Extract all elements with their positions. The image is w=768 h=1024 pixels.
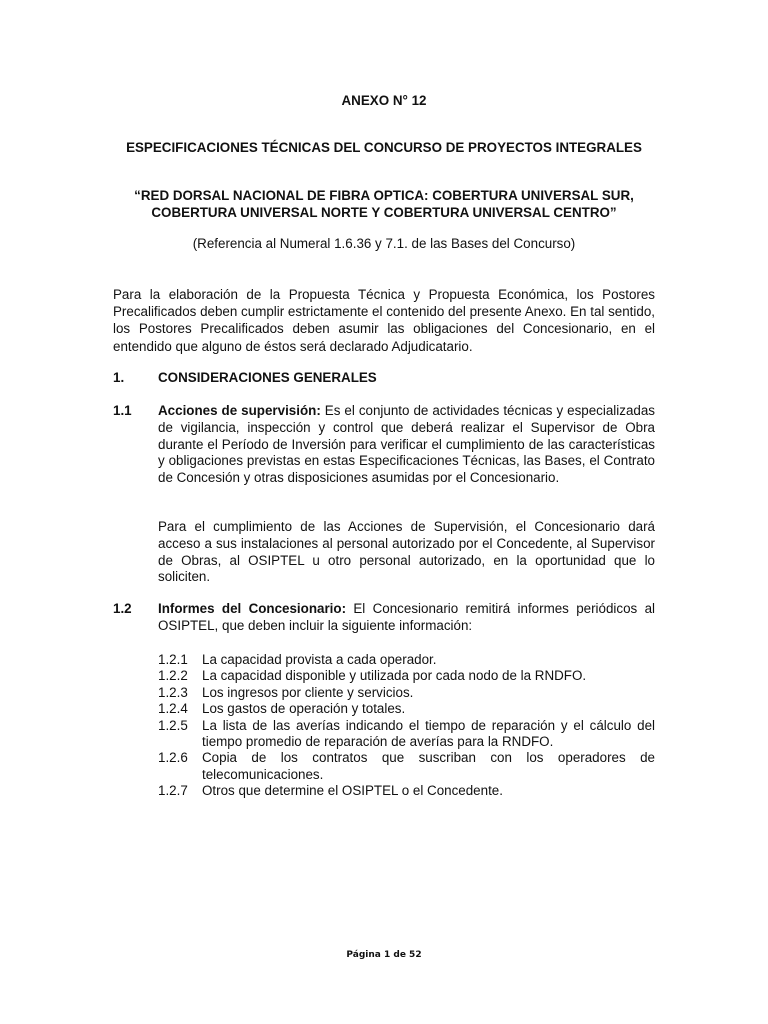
- item-body: [158, 601, 655, 635]
- list-item-text: La capacidad provista a cada operador.: [202, 652, 437, 667]
- list-item: [158, 718, 655, 751]
- spec-title: ESPECIFICACIONES TÉCNICAS DEL CONCURSO DE PROYECTOS INTEGRALES: [126, 140, 642, 155]
- item-heading: Acciones de supervisión:: [158, 403, 321, 418]
- project-title: [0, 187, 768, 221]
- subitem-list: [158, 652, 655, 800]
- page-number: Página 1 de 52: [346, 950, 422, 960]
- section-title: CONSIDERACIONES GENERALES: [158, 370, 377, 385]
- list-item-text: Copia de los contratos que suscriban con los operadores de telecomunicaciones.: [202, 750, 655, 782]
- list-item: [158, 652, 655, 668]
- item-heading: Informes del Concesionario:: [158, 601, 347, 616]
- annex-title: ANEXO N° 12: [341, 93, 427, 108]
- intro-paragraph: Para la elaboración de la Propuesta Técnica y Propuesta Económica, los Postores Precalificados deben cumplir estrictamente el contenido del presente Anexo. En tal sentido, los Postores Precalificados deben asumir las obligaciones del Concesionario, en el entendido que alguno de éstos será declarado Adjudicatario.: [113, 287, 655, 354]
- list-item-text: La capacidad disponible y utilizada por cada nodo de la RNDFO.: [202, 668, 587, 684]
- list-item-number: 1.2.5: [158, 717, 188, 733]
- list-item-number: 1.2.7: [158, 783, 188, 799]
- reference-note: (Referencia al Numeral 1.6.36 y 7.1. de las Bases del Concurso): [192, 236, 576, 251]
- item-number: 1.1: [113, 403, 132, 418]
- list-item: [158, 750, 655, 783]
- list-item-text: Los gastos de operación y totales.: [202, 701, 406, 717]
- list-item-number: 1.2.1: [158, 652, 188, 667]
- list-item: [158, 668, 655, 684]
- list-item-number: 1.2.4: [158, 701, 188, 717]
- section-number: 1.: [113, 370, 125, 385]
- list-item-number: 1.2.3: [158, 684, 188, 700]
- item-number: 1.2: [113, 601, 132, 616]
- list-item-number: 1.2.2: [158, 668, 188, 684]
- list-item-number: 1.2.6: [158, 750, 188, 766]
- list-item-text: Otros que determine el OSIPTEL o el Concedente.: [202, 783, 503, 799]
- list-item-text: Los ingresos por cliente y servicios.: [202, 684, 414, 700]
- item-paragraph-2: Para el cumplimiento de las Acciones de Supervisión, el Concesionario dará acceso a sus instalaciones al personal autorizado por el Concedente, al Supervisor de Obras, al OSIPTEL u otro personal autorizado, en la oportunidad que lo soliciten.: [158, 519, 655, 585]
- list-item: [158, 701, 655, 717]
- section-heading: [113, 370, 655, 385]
- list-item: [158, 783, 655, 799]
- list-item: [158, 685, 655, 701]
- list-item-text: La lista de las averías indicando el tiempo de reparación y el cálculo del tiempo promedio de reparación de averías para la RNDFO.: [202, 717, 655, 750]
- item-text: Es el conjunto de actividades técnicas y especializadas de vigilancia, inspección y control que deberá realizar el Supervisor de Obra durante el Período de Inversión para verificar el cumplimiento de las características y obligaciones previstas en estas Especificaciones Técnicas, las Bases, el Contrato de Concesión y otras disposiciones asumidas por el Concesionario.: [158, 403, 655, 486]
- item-text: El Concesionario remitirá informes periódicos al OSIPTEL, que deben incluir la siguiente información:: [158, 601, 655, 633]
- item-body: [158, 403, 655, 487]
- project-title-line2: COBERTURA UNIVERSAL NORTE Y COBERTURA UNIVERSAL CENTRO”: [151, 205, 617, 220]
- project-title-line1: “RED DORSAL NACIONAL DE FIBRA OPTICA: COBERTURA UNIVERSAL SUR,: [134, 188, 634, 203]
